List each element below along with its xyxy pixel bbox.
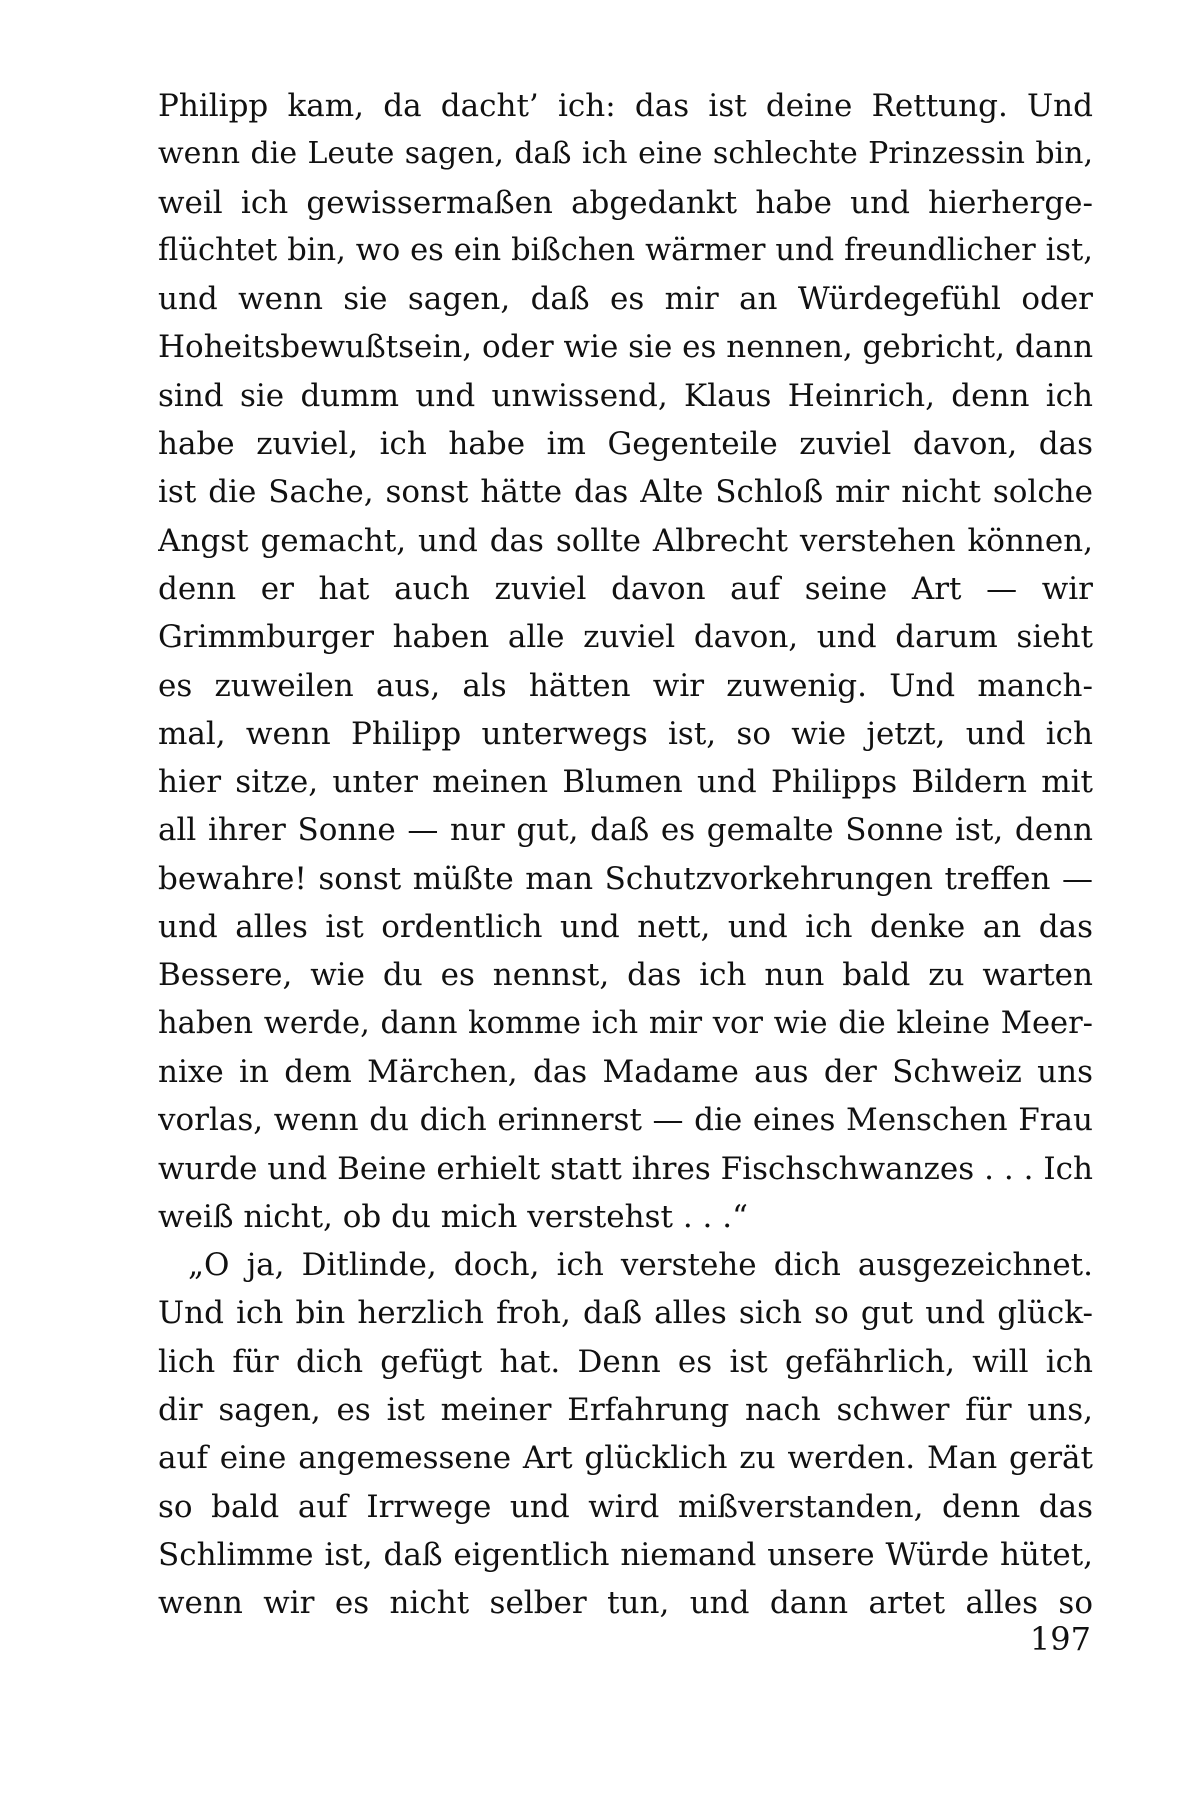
text-line: Angst gemacht, und das sollte Albrecht verstehen können, [158, 522, 1093, 559]
text-line: es zuweilen aus, als hätten wir zuwenig. Und manch- [158, 667, 1093, 704]
text-line: und wenn sie sagen, daß es mir an Würdegefühl oder [158, 281, 1093, 318]
text-line: flüchtet bin, wo es ein bißchen wärmer und freundlicher ist, [158, 232, 1093, 268]
text-line: denn er hat auch zuviel davon auf seine Art — wir [158, 570, 1093, 607]
text-line: haben werde, dann komme ich mir vor wie die kleine Meer- [158, 1005, 1093, 1041]
text-line: Schlimme ist, daß eigentlich niemand unsere Würde hütet, [158, 1536, 1093, 1573]
text-line: und alles ist ordentlich und nett, und ich denke an das [158, 909, 1093, 946]
text-line: bewahre! sonst müßte man Schutzvorkehrungen treffen — [158, 860, 1093, 897]
text-line: „O ja, Ditlinde, doch, ich verstehe dich ausgezeichnet. [188, 1247, 1093, 1284]
text-line: Philipp kam, da dacht’ ich: das ist deine Rettung. Und [158, 88, 1093, 124]
text-line: nixe in dem Märchen, das Madame aus der Schweiz uns [158, 1053, 1093, 1090]
text-line: ist die Sache, sonst hätte das Alte Schloß mir nicht solche [158, 474, 1093, 511]
text-line: weiß nicht, ob du mich verstehst . . .“ [158, 1198, 748, 1235]
text-line: auf eine angemessene Art glücklich zu werden. Man gerät [158, 1440, 1093, 1477]
text-line: wenn die Leute sagen, daß ich eine schlechte Prinzessin bin, [158, 136, 1093, 172]
text-line: weil ich gewissermaßen abgedankt habe und hierherge- [158, 184, 1093, 221]
page-number: 197 [1029, 1620, 1091, 1658]
text-line: Hoheitsbewußtsein, oder wie sie es nennen, gebricht, dann [158, 329, 1093, 366]
text-line: so bald auf Irrwege und wird mißverstanden, denn das [158, 1488, 1093, 1525]
text-line: all ihrer Sonne — nur gut, daß es gemalte Sonne ist, denn [158, 812, 1093, 849]
text-line: vorlas, wenn du dich erinnerst — die eines Menschen Frau [158, 1102, 1093, 1139]
text-line: dir sagen, es ist meiner Erfahrung nach schwer für uns, [158, 1392, 1093, 1429]
text-line: wenn wir es nicht selber tun, und dann artet alles so [158, 1585, 1093, 1622]
text-line: habe zuviel, ich habe im Gegenteile zuviel davon, das [158, 426, 1093, 463]
body-text [158, 82, 1093, 1628]
text-line: Grimmburger haben alle zuviel davon, und darum sieht [158, 619, 1093, 656]
text-line: hier sitze, unter meinen Blumen und Philipps Bildern mit [158, 764, 1093, 801]
text-line: Bessere, wie du es nennst, das ich nun bald zu warten [158, 957, 1093, 994]
text-line: Und ich bin herzlich froh, daß alles sich so gut und glück- [158, 1295, 1093, 1332]
text-line: mal, wenn Philipp unterwegs ist, so wie jetzt, und ich [158, 715, 1093, 752]
text-line: lich für dich gefügt hat. Denn es ist gefährlich, will ich [158, 1343, 1093, 1380]
text-line: wurde und Beine erhielt statt ihres Fischschwanzes . . . Ich [158, 1150, 1093, 1187]
text-line: sind sie dumm und unwissend, Klaus Heinrich, denn ich [158, 377, 1093, 414]
